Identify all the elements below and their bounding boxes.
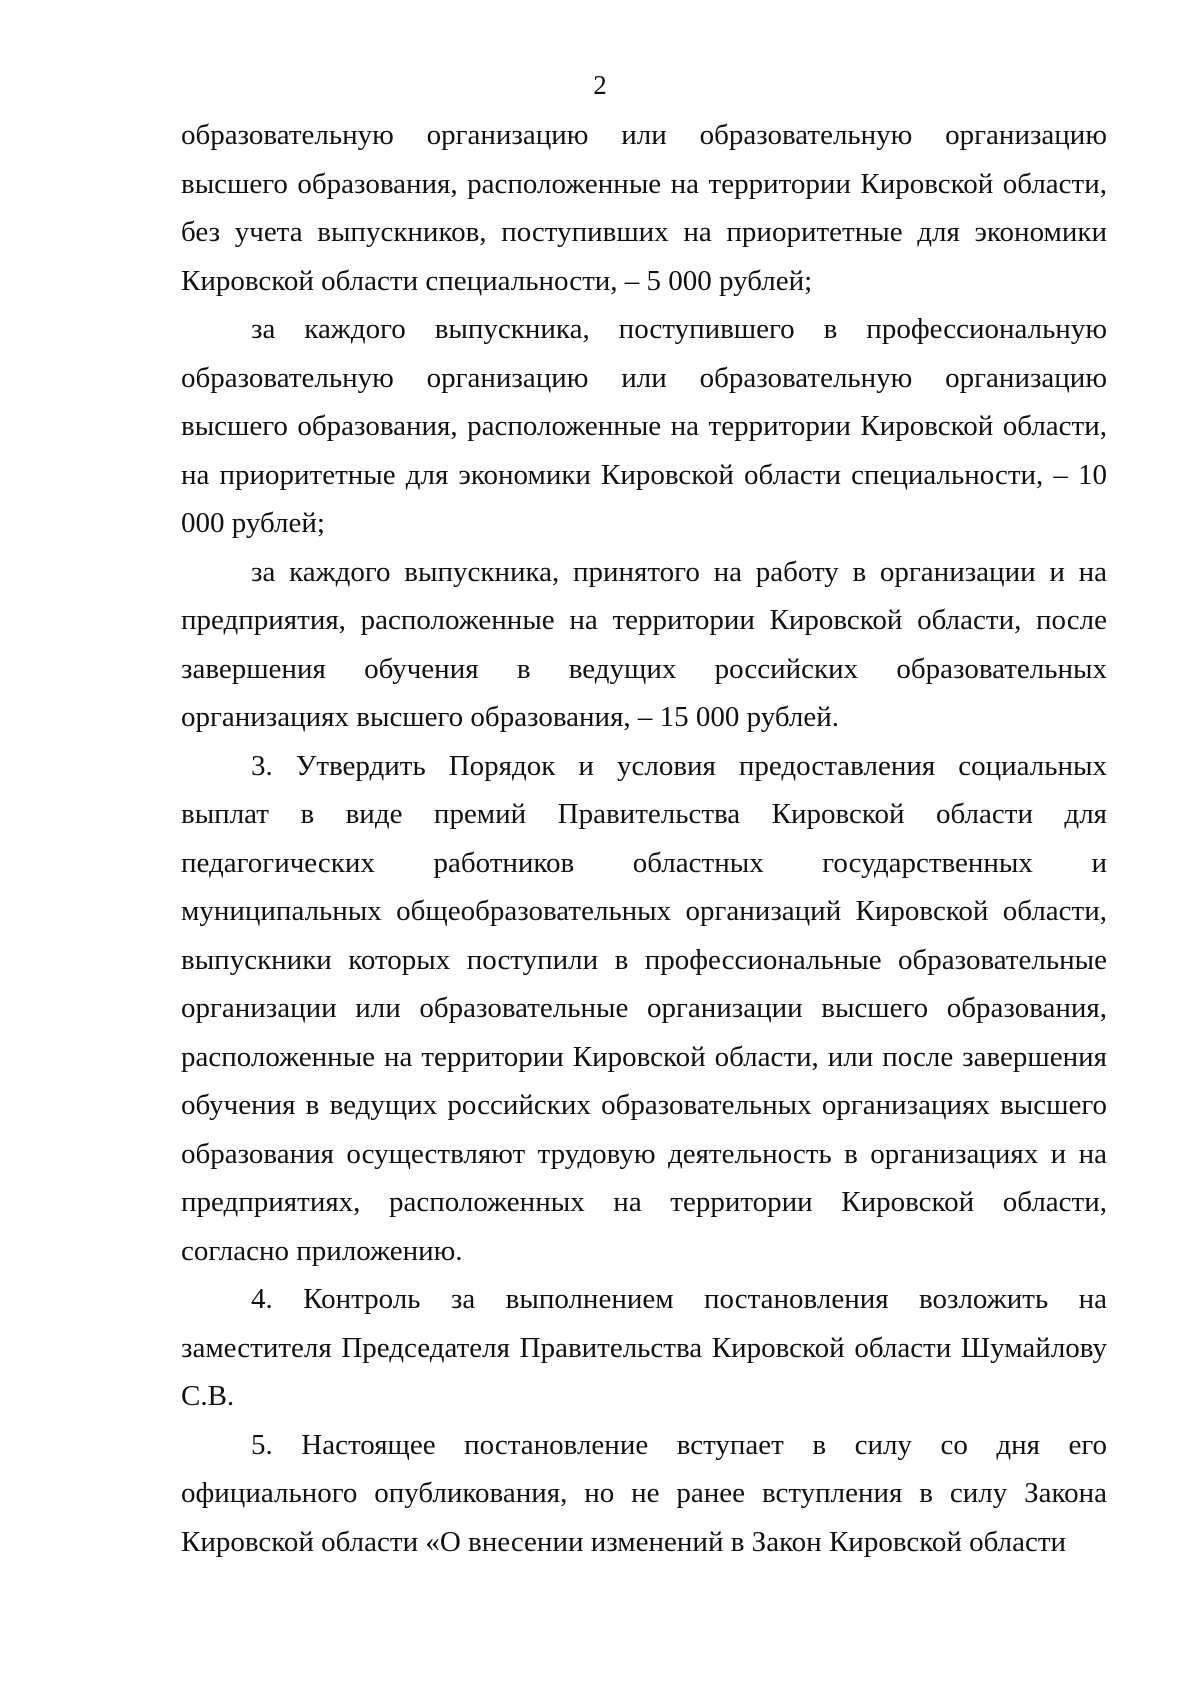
- paragraph-item-5: 5. Настоящее постановление вступает в силу со дня его официального опубликования, но не ранее вступления в силу Закона Кировской области «О внесении изменений в Закон Кировской области: [181, 1428, 1107, 1558]
- paragraph-employed-graduates: за каждого выпускника, принятого на работу в организации и на предприятия, расположенные на территории Кировской области, после завершения обучения в ведущих российских образовательных организациях высшего образования, – 15 000 рублей.: [181, 555, 1107, 733]
- document-body: [181, 111, 1107, 1566]
- paragraph-continuation: образовательную организацию или образовательную организацию высшего образования, расположенные на территории Кировской области, без учета выпускников, поступивших на приоритетные для экономики Кировской области специальности, – 5 000 рублей;: [181, 119, 1107, 297]
- page-number: 2: [593, 70, 607, 100]
- paragraph-item-4: 4. Контроль за выполнением постановления возложить на заместителя Председателя Правительства Кировской области Шумайлову С.В.: [181, 1283, 1107, 1412]
- paragraph-item-3: 3. Утвердить Порядок и условия предоставления социальных выплат в виде премий Правительства Кировской области для педагогических работников областных государственных и муниципальных общеобразовательных организаций Кировской области, выпускники которых поступили в профессиональные образовательные организации или образовательные организации высшего образования, расположенные на территории Кировской области, или после завершения обучения в ведущих российских образовательных организациях высшего образования осуществляют трудовую деятельность в организациях и на предприятиях, расположенных на территории Кировской области, согласно приложению.: [181, 749, 1107, 1267]
- paragraph-priority-specialties: за каждого выпускника, поступившего в профессиональную образовательную организацию или образовательную организацию высшего образования, расположенные на территории Кировской области, на приоритетные для экономики Кировской области специальности, – 10 000 рублей;: [181, 313, 1107, 539]
